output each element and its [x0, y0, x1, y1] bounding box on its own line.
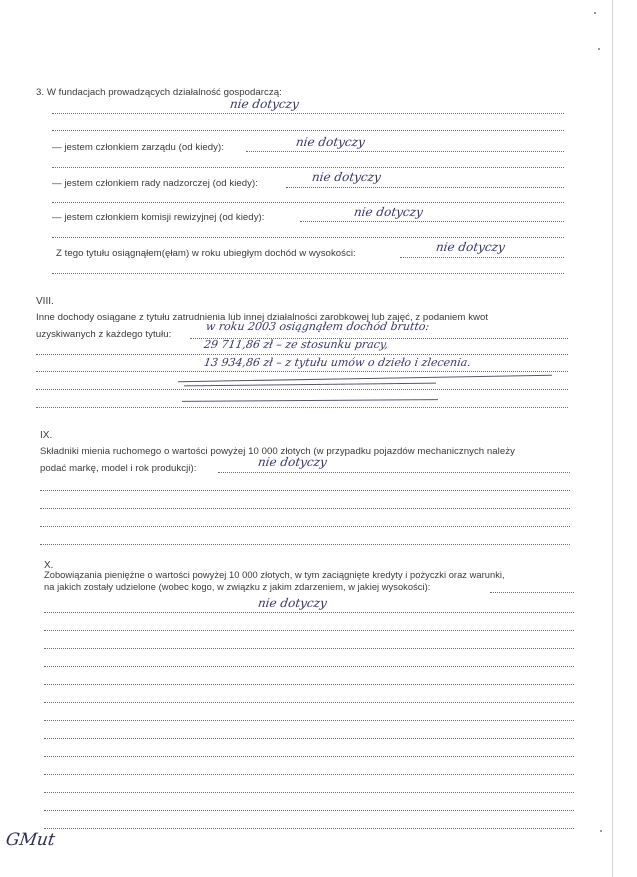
dotted-line [36, 371, 568, 372]
section-8-heading: VIII. [36, 296, 54, 307]
dotted-line [44, 738, 574, 739]
dochod-answer: nie dotyczy [435, 240, 506, 254]
dotted-line [44, 720, 574, 721]
dotted-line [44, 612, 574, 613]
dotted-line [52, 273, 564, 274]
dotted-line [36, 389, 568, 390]
strike-line [182, 399, 438, 402]
komisja-label: — jestem członkiem komisji rewizyjnej (od kiedy): [52, 212, 265, 223]
zarzad-label: — jestem członkiem zarządu (od kiedy): [52, 142, 224, 153]
dotted-line [218, 472, 570, 473]
dotted-line [40, 544, 570, 545]
section-8-line2: uzyskiwanych z każdego tytułu: [36, 329, 172, 340]
income-answer-line1: w roku 2003 osiągnąłem dochód brutto: [205, 320, 431, 333]
dotted-line [44, 684, 574, 685]
rada-answer: nie dotyczy [311, 170, 382, 184]
dotted-line [44, 792, 574, 793]
zarzad-answer: nie dotyczy [295, 135, 366, 149]
section-10-heading: X. [44, 560, 54, 571]
dotted-line [286, 187, 564, 188]
section-10-answer: nie dotyczy [257, 596, 328, 610]
dotted-line [44, 810, 574, 811]
dotted-line [40, 490, 570, 491]
dotted-line [44, 756, 574, 757]
income-answer-line2: 29 711,86 zł – ze stosunku pracy, [203, 338, 390, 351]
dotted-line [52, 202, 564, 203]
section-8-line1: Inne dochody osiągane z tytułu zatrudnienia lub innej działalności zarobkowej lub zajęć, z podaniem kwot [36, 312, 489, 323]
scan-speck [598, 48, 600, 50]
rada-label: — jestem członkiem rady nadzorczej (od kiedy): [52, 178, 258, 189]
strike-line [178, 375, 552, 383]
dotted-line [44, 648, 574, 649]
scan-speck [594, 12, 596, 14]
scan-speck [600, 830, 602, 832]
dotted-line [40, 526, 570, 527]
dotted-line [44, 666, 574, 667]
dotted-line [300, 221, 564, 222]
dotted-line [52, 113, 564, 114]
section-10-line2: na jakich zostały udzielone (wobec kogo, w związku z jakim zdarzeniem, w jakiej wysokości): [44, 582, 431, 592]
section-9-heading: IX. [40, 430, 53, 441]
income-answer-line3: 13 934,86 zł – z tytułu umów o dzieło i zlecenia. [203, 356, 472, 369]
dotted-line [36, 407, 568, 408]
dotted-line [400, 257, 564, 258]
page-edge [612, 0, 613, 877]
dotted-line [44, 702, 574, 703]
komisja-answer: nie dotyczy [353, 205, 424, 219]
dotted-line [44, 774, 574, 775]
section-10-line1: Zobowiązania pieniężne o wartości powyżej 10 000 złotych, w tym zaciągnięte kredyty i pożyczki oraz warunki, [44, 570, 505, 580]
dotted-line [36, 354, 568, 355]
strike-line [184, 383, 436, 387]
section-9-line1: Składniki mienia ruchomego o wartości powyżej 10 000 złotych (w przypadku pojazdów mechanicznych należy [40, 446, 515, 457]
section-9-line2: podać markę, model i rok produkcji): [40, 463, 197, 474]
dotted-line [52, 237, 564, 238]
dotted-line [246, 151, 564, 152]
dotted-line [52, 130, 564, 131]
section-3-answer: nie dotyczy [229, 97, 300, 111]
signature: GMut [4, 830, 57, 850]
dotted-line [52, 167, 564, 168]
section-3-heading: 3. W fundacjach prowadzących działalność gospodarczą: [36, 87, 282, 98]
dotted-line [44, 828, 574, 829]
dotted-line [40, 508, 570, 509]
section-9-answer: nie dotyczy [257, 455, 328, 469]
dochod-label: Z tego tytułu osiągnąłem(ęłam) w roku ubiegłym dochód w wysokości: [56, 248, 356, 259]
dotted-line [44, 630, 574, 631]
dotted-line [490, 592, 574, 593]
